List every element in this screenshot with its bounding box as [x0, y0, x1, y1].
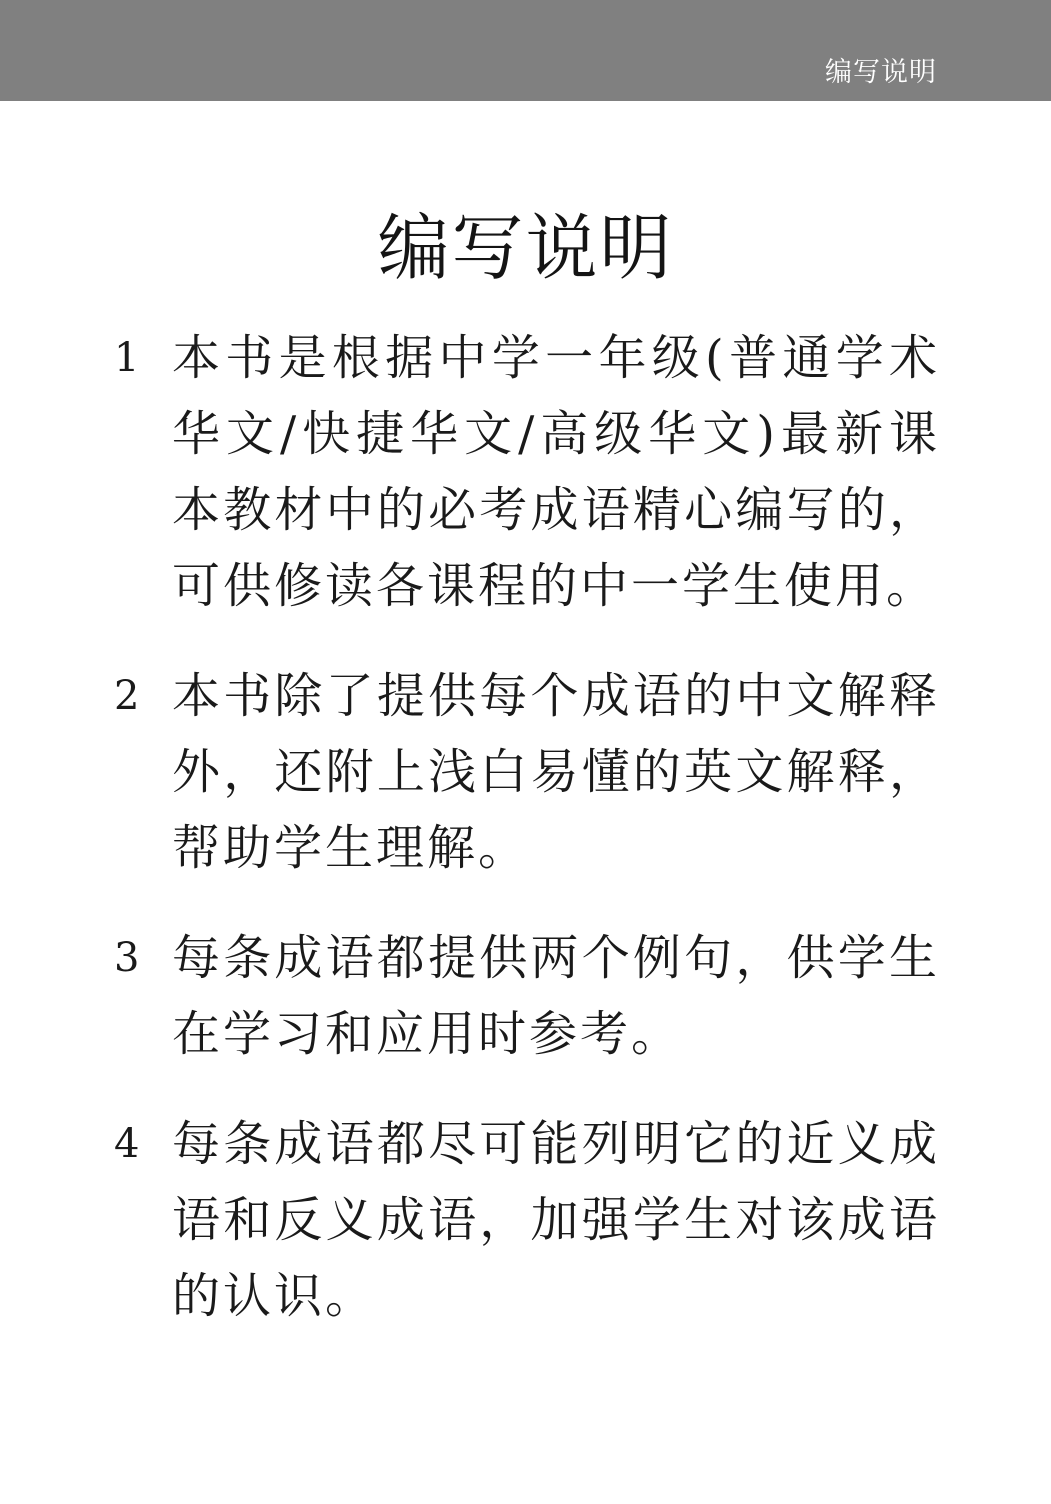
item-text: 每条成语都尽可能列明它的近义成语和反义成语，加强学生对该成语的认识。 — [172, 1116, 940, 1324]
item-number: 2 — [114, 673, 140, 719]
item-text: 本书除了提供每个成语的中文解释外，还附上浅白易懂的英文解释，帮助学生理解。 — [172, 668, 940, 876]
item-text: 本书是根据中学一年级(普通学术华文/快捷华文/高级华文)最新课本教材中的必考成语精心编写的，可供修读各课程的中一学生使用。 — [172, 330, 940, 614]
item-number: 3 — [114, 935, 140, 981]
running-header-title: 编写说明 — [825, 57, 937, 88]
item-number: 4 — [114, 1121, 140, 1167]
item-number: 1 — [114, 335, 140, 381]
page-title: 编写说明 — [377, 206, 674, 291]
item-text: 每条成语都提供两个例句，供学生在学习和应用时参考。 — [172, 930, 940, 1062]
header-band — [0, 0, 1051, 101]
